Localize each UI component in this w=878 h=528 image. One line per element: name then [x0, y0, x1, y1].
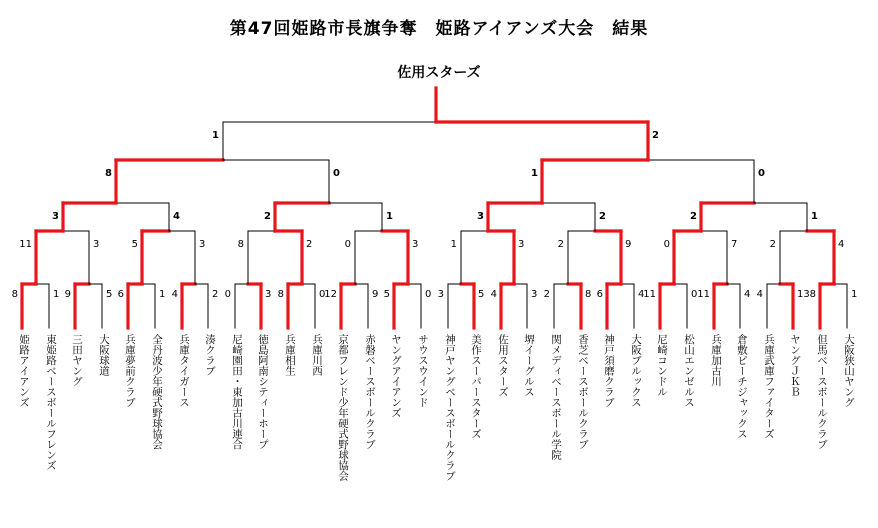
team-name: 兵庫加古川: [710, 334, 722, 387]
round1-score-label: 2: [212, 289, 219, 300]
team-name: 尼崎園田・東加古川連合: [231, 334, 243, 450]
round1-score-label: 6: [117, 289, 124, 300]
round2-score-label: 3: [199, 239, 206, 250]
round1-score-label: 1: [53, 289, 60, 300]
team-name: ヤングアイアンズ: [390, 334, 402, 418]
round1-score-label: 9: [372, 289, 379, 300]
team-name: 徳島阿南シティーホープ: [257, 334, 269, 450]
team-name: 兵庫川西: [311, 334, 323, 376]
round3-score-label: 1: [386, 211, 393, 222]
team-name: 姫路アイアンズ: [18, 334, 30, 408]
round1-score-label: 8: [11, 289, 18, 300]
round1-score-label: 11: [643, 289, 656, 300]
round1-score-label: 4: [756, 289, 763, 300]
round1-score-label: 1: [159, 289, 166, 300]
round1-score-label: 0: [319, 289, 326, 300]
team-name: 大阪ブルックス: [630, 334, 642, 408]
team-name: 堺イーグルス: [523, 334, 535, 397]
round1-score-label: 4: [171, 289, 178, 300]
round1-score-label: 5: [106, 289, 113, 300]
round3-score-label: 3: [52, 211, 59, 222]
team-name: 兵庫夢前クラブ: [124, 334, 136, 408]
round1-score-label: 1: [851, 289, 858, 300]
team-name: 佐用スターズ: [497, 334, 509, 397]
round1-score-label: 8: [809, 289, 816, 300]
team-name: 兵庫武庫ファイターズ: [763, 334, 775, 439]
round1-score-label: 12: [324, 289, 337, 300]
round1-score-label: 4: [490, 289, 497, 300]
final-score-label: 2: [652, 130, 659, 141]
round3-score-label: 2: [264, 211, 271, 222]
team-name: 三田ヤング: [71, 334, 83, 387]
round2-score-label: 3: [93, 239, 100, 250]
round1-score-label: 3: [437, 289, 444, 300]
round2-score-label: 7: [731, 239, 738, 250]
team-name: 倉敷ピーチジャックス: [736, 334, 748, 439]
team-name: 神戸ヤングベースボールクラブ: [444, 334, 456, 481]
round1-score-label: 9: [64, 289, 71, 300]
round2-score-label: 3: [518, 239, 525, 250]
team-name: 兵庫タイガース: [178, 334, 190, 408]
round1-score-label: 0: [691, 289, 698, 300]
round1-score-label: 6: [596, 289, 603, 300]
round1-score-label: 3: [531, 289, 538, 300]
team-name: 全丹波少年硬式野球協会: [151, 334, 163, 450]
round3-score-label: 1: [811, 211, 818, 222]
round3-score-label: 4: [173, 211, 180, 222]
team-name: サウスウインド: [417, 334, 429, 408]
team-name: 関メディベースボール学院: [550, 334, 562, 460]
champion-label: 佐用スターズ: [397, 65, 481, 81]
round1-score-label: 13: [797, 289, 810, 300]
round1-score-label: 3: [265, 289, 272, 300]
round2-score-label: 0: [663, 239, 670, 250]
team-name: ヤングＪＫＢ: [789, 334, 801, 397]
team-name: 尼崎コンドル: [656, 334, 668, 397]
round2-score-label: 2: [769, 239, 776, 250]
round1-score-label: 11: [697, 289, 710, 300]
round1-score-label: 2: [543, 289, 550, 300]
round4-score-label: 0: [333, 168, 340, 179]
team-name: 大阪球道: [98, 334, 110, 376]
round2-score-label: 9: [625, 239, 632, 250]
round4-score-label: 1: [531, 168, 538, 179]
team-name: 兵庫相生: [284, 334, 296, 376]
team-name: 赤磐ベースボールクラブ: [364, 334, 376, 450]
round1-score-label: 5: [383, 289, 390, 300]
round1-score-label: 4: [744, 289, 751, 300]
round1-score-label: 8: [585, 289, 592, 300]
team-name: 但馬ベースボールクラブ: [816, 334, 828, 450]
team-name: 大阪狭山ヤング: [843, 334, 855, 408]
round4-score-label: 0: [758, 168, 765, 179]
round1-score-label: 4: [638, 289, 645, 300]
round2-score-label: 2: [306, 239, 313, 250]
team-name: 松山エンゼルス: [683, 334, 695, 408]
team-name: 京都フレンド少年硬式野球協会: [337, 334, 349, 481]
round1-score-label: 0: [425, 289, 432, 300]
round2-score-label: 4: [838, 239, 845, 250]
round2-score-label: 2: [557, 239, 564, 250]
team-name: 湊クラブ: [204, 334, 216, 376]
round3-score-label: 2: [599, 211, 606, 222]
round2-score-label: 3: [412, 239, 419, 250]
round2-score-label: 5: [131, 239, 138, 250]
round3-score-label: 2: [690, 211, 697, 222]
team-name: 神戸須磨クラブ: [603, 334, 615, 408]
round4-score-label: 8: [105, 168, 112, 179]
round3-score-label: 3: [477, 211, 484, 222]
round2-score-label: 0: [344, 239, 351, 250]
round2-score-label: 11: [19, 239, 32, 250]
round1-score-label: 0: [224, 289, 231, 300]
final-score-label: 1: [212, 130, 219, 141]
team-name: 東姫路ベースボールフレンズ: [45, 334, 57, 471]
round2-score-label: 1: [450, 239, 457, 250]
round1-score-label: 5: [478, 289, 485, 300]
round1-score-label: 8: [277, 289, 284, 300]
team-name: 美作スーパースターズ: [470, 334, 482, 439]
page-title: 第47回姫路市長旗争奪 姫路アイアンズ大会 結果: [229, 19, 649, 39]
team-name: 香芝ベースボールクラブ: [577, 334, 589, 450]
round2-score-label: 8: [237, 239, 244, 250]
